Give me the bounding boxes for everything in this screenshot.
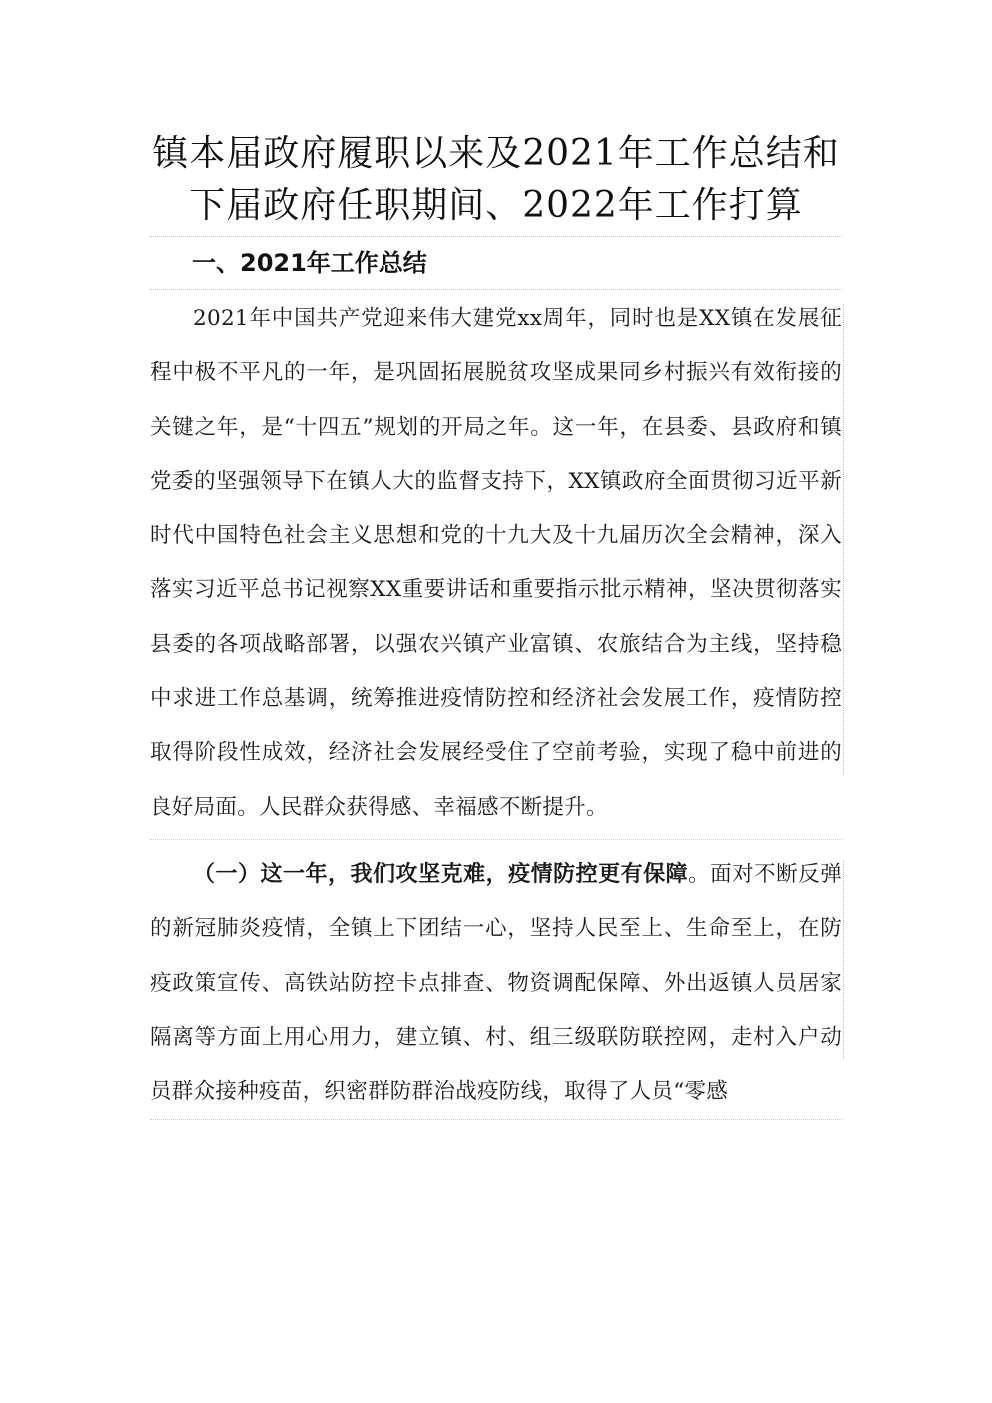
- subsection-body: [150, 846, 842, 1119]
- subsection-text: 。面对不断反弹的新冠肺炎疫情，全镇上下团结一心，坚持人民至上、生命至上，在防疫政策宣传、高铁站防控卡点排查、物资调配保障、外出返镇人员居家隔离等方面上用心用力，建立镇、村、组三级联防联控网，走村入户动员群众接种疫苗，织密群防群治战疫防线，取得了人员“零感: [150, 861, 842, 1105]
- section-heading: 一、2021年工作总结: [192, 249, 427, 277]
- document-page: [150, 128, 842, 1120]
- divider: [150, 1119, 842, 1120]
- document-title: [150, 128, 842, 232]
- section-body: [150, 290, 842, 835]
- title-line-2: 下届政府任职期间、2022年工作打算: [189, 185, 803, 226]
- subsection-paragraph: [150, 848, 842, 1119]
- divider: [150, 839, 842, 840]
- subsection-heading: （一）这一年，我们攻坚克难，疫情防控更有保障: [193, 861, 689, 887]
- title-line-1: 镇本届政府履职以来及2021年工作总结和: [152, 133, 840, 174]
- body-paragraph: 2021年中国共产党迎来伟大建党xx周年，同时也是XX镇在发展征程中极不平凡的一年，是巩固拓展脱贫攻坚成果同乡村振兴有效衔接的关键之年，是“十四五”规划的开局之年。这一年，在县委、县政府和镇党委的坚强领导下在镇人大的监督支持下，XX镇政府全面贯彻习近平新时代中国特色社会主义思想和党的十九大及十九届历次全会精神，深入落实习近平总书记视察XX重要讲话和重要指示批示精神，坚决贯彻落实县委的各项战略部署，以强农兴镇产业富镇、农旅结合为主线，坚持稳中求进工作总基调，统筹推进疫情防控和经济社会发展工作，疫情防控取得阶段性成效，经济社会发展经受住了空前考验，实现了稳中前进的良好局面。人民群众获得感、幸福感不断提升。: [150, 306, 842, 820]
